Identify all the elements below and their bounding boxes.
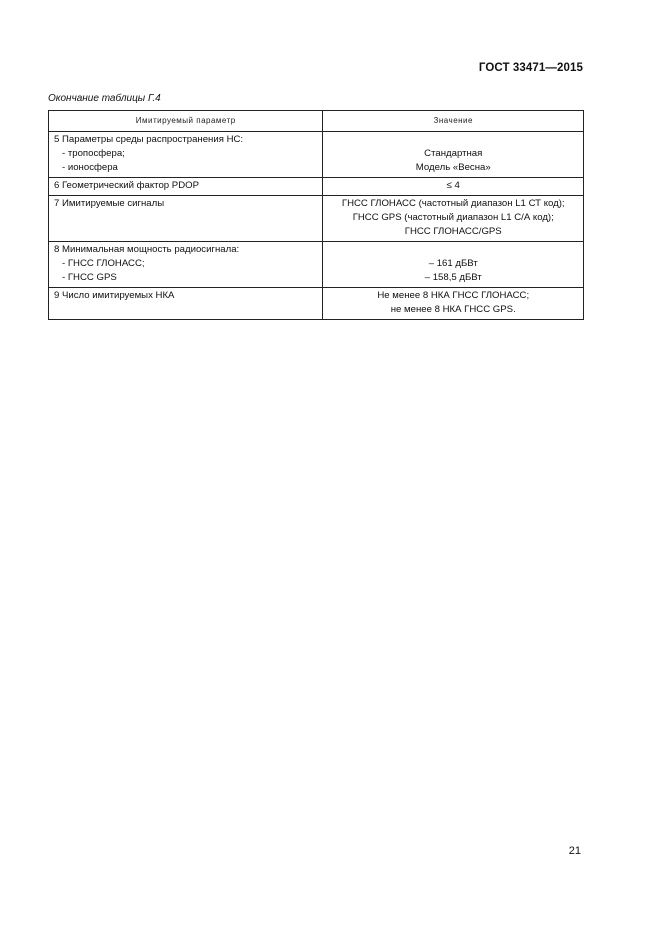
parameter-cell	[49, 196, 323, 242]
page-number: 21	[568, 845, 581, 857]
value-line	[328, 133, 578, 147]
standard-designation: ГОСТ 33471—2015	[478, 62, 583, 74]
value-line: – 158,5 дБВт	[424, 272, 482, 283]
table-row	[49, 178, 584, 196]
value-cell	[323, 178, 584, 196]
parameter-cell	[49, 178, 323, 196]
parameter-title: 5 Параметры среды распространения НС:	[54, 134, 244, 145]
column-header-parameter: Имитируемый параметр	[49, 111, 323, 132]
parameter-title: 9 Число имитируемых НКА	[54, 290, 175, 301]
parameter-title: 6 Геометрический фактор PDOP	[54, 180, 199, 191]
parameter-cell	[49, 242, 323, 288]
value-cell	[323, 288, 584, 320]
value-cell	[323, 132, 584, 178]
table-row	[49, 132, 584, 178]
table-header-row	[49, 111, 584, 132]
parameter-subitem: - ГНСС GPS	[62, 272, 117, 283]
value-line: ГНСС ГЛОНАСС/GPS	[404, 226, 502, 237]
value-line: – 161 дБВт	[428, 258, 478, 269]
value-cell	[323, 196, 584, 242]
parameter-title: 7 Имитируемые сигналы	[54, 198, 165, 209]
value-line: Модель «Весна»	[415, 162, 491, 173]
parameter-subitem: - тропосфера;	[62, 148, 125, 159]
value-line: ГНСС GPS (частотный диапазон L1 С/А код);	[352, 212, 554, 223]
parameter-cell	[49, 288, 323, 320]
table-row	[49, 196, 584, 242]
table-row	[49, 242, 584, 288]
value-line: Стандартная	[424, 148, 483, 159]
value-line: Не менее 8 НКА ГНСС ГЛОНАСС;	[377, 290, 530, 301]
parameter-cell	[49, 132, 323, 178]
parameter-title: 8 Минимальная мощность радиосигнала:	[54, 244, 240, 255]
value-line: ГНСС ГЛОНАСС (частотный диапазон L1 СТ код);	[341, 198, 565, 209]
parameter-subitem: - ионосфера	[62, 162, 118, 173]
table-caption: Окончание таблицы Г.4	[48, 93, 161, 104]
parameters-table	[48, 110, 584, 320]
value-cell	[323, 242, 584, 288]
value-line: ≤ 4	[446, 180, 460, 191]
column-header-value: Значение	[323, 111, 584, 132]
table-row	[49, 288, 584, 320]
value-line	[328, 243, 578, 257]
value-line: не менее 8 НКА ГНСС GPS.	[390, 304, 516, 315]
parameter-subitem: - ГНСС ГЛОНАСС;	[62, 258, 145, 269]
